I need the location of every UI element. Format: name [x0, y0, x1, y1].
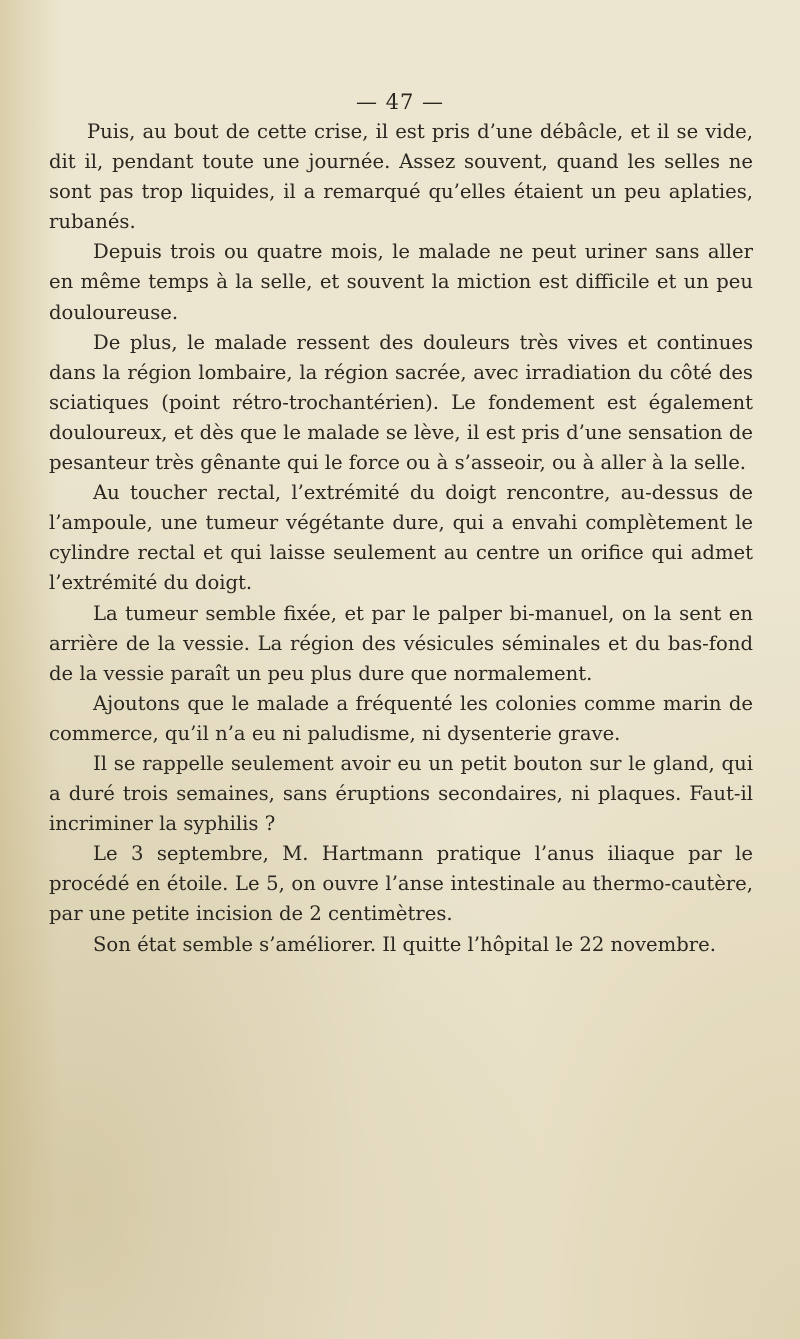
paragraph-colonies: Ajoutons que le malade a fréquenté les colonies comme marin de commerce, qu’il n’a eu ni paludisme, ni dysenterie grave.: [49, 691, 753, 745]
paragraph-douleurs: De plus, le malade ressent des douleurs très vives et continues dans la région lombaire, la région sacrée, avec irradiation du côté des sciatiques (point rétro-trochantérien). Le fondement est également douloureux, et dès que le malade se lève, il est pris d’une sensation de pesanteur très gênante qui le force ou à s’asseoir, ou à aller à la selle.: [49, 330, 753, 475]
paragraph-tumeur: La tumeur semble fixée, et par le palper bi-manuel, on la sent en arrière de la vessie. La région des vésicules séminales et du bas-fond de la vessie paraît un peu plus dure que normalement.: [49, 601, 753, 685]
page-number: — 47 —: [355, 90, 445, 114]
paragraph-debacle: Puis, au bout de cette crise, il est pris d’une débâcle, et il se vide, dit il, pendant toute une journée. Assez souvent, quand les selles ne sont pas trop liquides, il a remarqué qu’elles étaient un peu aplaties, rubanés.: [49, 120, 753, 234]
paragraph-bouton: Il se rappelle seulement avoir eu un petit bouton sur le gland, qui a duré trois semaines, sans éruptions secondaires, ni plaques. Faut-il incriminer la syphilis ?: [49, 751, 753, 836]
paragraph-sortie: Son état semble s’améliorer. Il quitte l’hôpital le 22 novembre.: [93, 932, 716, 956]
paragraph-miction: Depuis trois ou quatre mois, le malade ne peut uriner sans aller en même temps à la selle, et souvent la miction est difficile et un peu douloureuse.: [49, 240, 753, 324]
paragraph-toucher-rectal: Au toucher rectal, l’extrémité du doigt rencontre, au-dessus de l’ampoule, une tumeur végétante dure, qui a envahi complètement le cylindre rectal et qui laisse seulement au centre un orifice qui admet l’extrémité du doigt.: [49, 481, 753, 595]
paragraph-operation: Le 3 septembre, M. Hartmann pratique l’anus iliaque par le procédé en étoile. Le 5, on ouvre l’anse intestinale au thermo-cautère, par une petite incision de 2 centimètres.: [49, 842, 753, 926]
body-text: [49, 117, 753, 960]
